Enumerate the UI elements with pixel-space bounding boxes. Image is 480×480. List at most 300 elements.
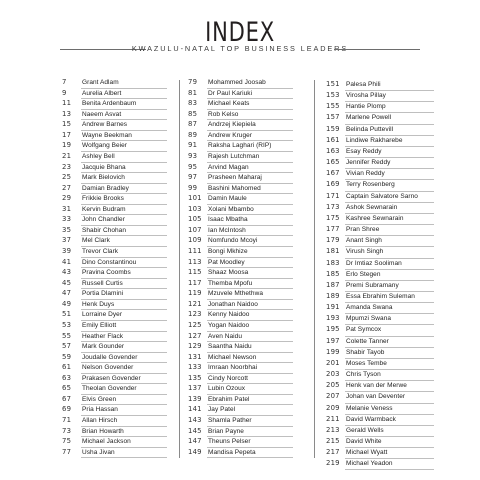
index-entry bbox=[62, 321, 167, 332]
page-number: 47 bbox=[62, 289, 72, 298]
index-entry bbox=[326, 415, 434, 426]
index-entry bbox=[62, 374, 167, 385]
index-entry bbox=[188, 131, 293, 142]
index-entry bbox=[326, 203, 434, 214]
index-entry bbox=[62, 120, 167, 131]
page-number: 33 bbox=[62, 215, 72, 224]
person-name: Mark Gounder bbox=[82, 343, 125, 351]
index-entry bbox=[188, 332, 293, 343]
page-number: 191 bbox=[326, 303, 340, 312]
page-number: 209 bbox=[326, 403, 340, 412]
person-name: Pat Symcox bbox=[346, 326, 382, 334]
person-name: Andrew Kruger bbox=[208, 131, 253, 139]
index-column-1 bbox=[62, 78, 167, 458]
person-name: Palesa Phili bbox=[346, 81, 381, 88]
index-entry bbox=[62, 405, 167, 416]
column-divider bbox=[179, 80, 180, 458]
person-name: Theuns Pelser bbox=[208, 438, 251, 446]
index-entry bbox=[326, 147, 434, 158]
person-name: Belinda Puttevill bbox=[346, 125, 394, 133]
person-name: Raksha Laghari (RIP) bbox=[208, 142, 272, 150]
index-entry bbox=[62, 342, 167, 353]
index-entry bbox=[188, 78, 293, 89]
index-entry bbox=[188, 141, 293, 152]
index-entry bbox=[62, 268, 167, 279]
page-number: 93 bbox=[188, 151, 198, 160]
page-number: 99 bbox=[188, 183, 198, 192]
person-name: Allan Hirsch bbox=[82, 417, 118, 424]
person-name: Mel Clark bbox=[82, 237, 110, 245]
page-number: 143 bbox=[188, 416, 202, 424]
page-number: 189 bbox=[326, 291, 340, 300]
person-name: Prakasen Govender bbox=[82, 374, 141, 382]
page-number: 163 bbox=[326, 146, 340, 155]
person-name: Kenny Naidoo bbox=[208, 311, 250, 319]
page-number: 49 bbox=[62, 299, 72, 308]
page-number: 127 bbox=[188, 331, 202, 340]
person-name: Prasheen Maharaj bbox=[208, 174, 262, 182]
person-name: Kervin Budram bbox=[82, 205, 126, 213]
person-name: Imraan Noorbhai bbox=[208, 364, 258, 372]
index-entry bbox=[62, 184, 167, 195]
person-name: Shaaz Moosa bbox=[208, 269, 249, 277]
page-number: 79 bbox=[188, 78, 198, 86]
index-entry bbox=[188, 268, 293, 279]
person-name: Jonathan Naidoo bbox=[208, 300, 258, 308]
index-entry bbox=[188, 247, 293, 258]
page-number: 51 bbox=[62, 310, 72, 319]
index-entry bbox=[62, 300, 167, 311]
page-number: 83 bbox=[188, 99, 198, 108]
page-number: 193 bbox=[326, 314, 340, 323]
person-name: Nelson Govender bbox=[82, 364, 134, 372]
page-number: 199 bbox=[326, 347, 340, 356]
page-number: 57 bbox=[62, 342, 72, 351]
index-entry bbox=[188, 310, 293, 321]
page-number: 175 bbox=[326, 213, 340, 222]
index-entry bbox=[326, 381, 434, 392]
person-name: Saantha Naidu bbox=[208, 343, 252, 351]
person-name: Marlene Powell bbox=[346, 114, 392, 122]
page-number: 111 bbox=[188, 247, 202, 255]
person-name: Jay Patel bbox=[208, 406, 236, 414]
index-entry bbox=[62, 384, 167, 395]
page-number: 179 bbox=[326, 236, 340, 245]
index-entry bbox=[326, 236, 434, 247]
page-number: 207 bbox=[326, 392, 340, 401]
page-number: 197 bbox=[326, 336, 340, 345]
person-name: Johan van Deventer bbox=[346, 393, 406, 401]
person-name: Pria Hassan bbox=[82, 406, 118, 414]
index-entry bbox=[326, 404, 434, 415]
person-name: Rajesh Lutchman bbox=[208, 152, 260, 160]
page-number: 215 bbox=[326, 437, 340, 445]
person-name: Bongi Mkhize bbox=[208, 248, 248, 255]
index-entry bbox=[326, 169, 434, 180]
index-entry bbox=[326, 225, 434, 236]
person-name: Wolfgang Beier bbox=[82, 142, 128, 150]
index-entry bbox=[188, 384, 293, 395]
index-entry bbox=[62, 437, 167, 448]
person-name: Ian McIntosh bbox=[208, 226, 246, 234]
person-name: Amanda Swana bbox=[346, 304, 393, 312]
person-name: Yogan Naidoo bbox=[208, 321, 250, 329]
page-number: 23 bbox=[62, 162, 72, 171]
index-entry bbox=[62, 427, 167, 438]
person-name: Kashree Sewnarain bbox=[346, 214, 404, 222]
person-name: Themba Mpofu bbox=[208, 279, 253, 287]
person-name: Pravina Coombs bbox=[82, 269, 131, 277]
index-entry bbox=[62, 448, 167, 459]
person-name: Moses Tembe bbox=[346, 359, 387, 367]
page-number: 13 bbox=[62, 109, 72, 118]
index-entry bbox=[326, 136, 434, 147]
index-entry bbox=[326, 359, 434, 370]
person-name: Ebrahim Patel bbox=[208, 395, 250, 403]
person-name: Lorraine Dyer bbox=[82, 311, 123, 319]
page-number: 53 bbox=[62, 320, 72, 329]
person-name: Jennifer Reddy bbox=[346, 159, 391, 167]
person-name: Vivian Reddy bbox=[346, 170, 385, 178]
page-number: 133 bbox=[188, 363, 202, 372]
person-name: Xolani Mbambo bbox=[208, 205, 254, 213]
person-name: Lindiwe Rakharebe bbox=[346, 136, 403, 144]
page-number: 75 bbox=[62, 437, 72, 446]
entry-underline bbox=[81, 457, 167, 458]
index-entry bbox=[62, 205, 167, 216]
person-name: Isaac Mbatha bbox=[208, 216, 248, 224]
index-entry bbox=[188, 236, 293, 247]
person-name: Ashley Bell bbox=[82, 152, 115, 160]
person-name: Virosha Pillay bbox=[346, 92, 386, 100]
index-entry bbox=[326, 281, 434, 292]
person-name: Anant Singh bbox=[346, 237, 382, 245]
person-name: Grant Adlam bbox=[82, 79, 119, 86]
index-entry bbox=[62, 141, 167, 152]
index-entry bbox=[326, 426, 434, 437]
index-entry bbox=[326, 292, 434, 303]
index-entry bbox=[62, 236, 167, 247]
index-entry bbox=[188, 353, 293, 364]
person-name: Brian Payne bbox=[208, 427, 244, 435]
index-entry bbox=[326, 180, 434, 191]
person-name: Bashini Mahomed bbox=[208, 184, 261, 192]
person-name: David White bbox=[346, 438, 382, 445]
person-name: Virush Singh bbox=[346, 248, 384, 256]
page-number: 31 bbox=[62, 204, 72, 213]
index-entry bbox=[62, 310, 167, 321]
index-entry bbox=[62, 78, 167, 89]
page-title: INDEX bbox=[205, 17, 275, 48]
person-name: Shabir Chohan bbox=[82, 226, 127, 234]
index-entry bbox=[62, 289, 167, 300]
person-name: Mpumzi Swana bbox=[346, 315, 392, 323]
person-name: Frikkie Brooks bbox=[82, 195, 124, 203]
person-name: Naeem Asvat bbox=[82, 110, 122, 118]
person-name: Emily Elliott bbox=[82, 321, 117, 329]
person-name: Nomfundo Mcoyi bbox=[208, 237, 258, 245]
person-name: Mandisa Pepeta bbox=[208, 448, 256, 456]
person-name: Wayne Beekman bbox=[82, 131, 132, 139]
person-name: Michael Jackson bbox=[82, 438, 131, 446]
index-entry bbox=[62, 89, 167, 100]
index-entry bbox=[188, 300, 293, 311]
entry-underline bbox=[345, 469, 434, 470]
index-entry bbox=[62, 194, 167, 205]
page-number: 65 bbox=[62, 384, 72, 393]
index-entry bbox=[188, 279, 293, 290]
index-entry bbox=[188, 416, 293, 427]
page-number: 131 bbox=[188, 352, 202, 361]
person-name: Gerald Wells bbox=[346, 426, 384, 434]
page-number: 101 bbox=[188, 194, 202, 203]
index-entry bbox=[188, 395, 293, 406]
index-entry bbox=[188, 448, 293, 459]
person-name: Dr Imtiaz Sooliman bbox=[346, 259, 402, 267]
page-number: 149 bbox=[188, 447, 202, 456]
index-entry bbox=[326, 325, 434, 336]
person-name: Dino Constantinou bbox=[82, 258, 137, 266]
page-number: 11 bbox=[62, 99, 72, 108]
index-entry bbox=[326, 259, 434, 270]
page-number: 107 bbox=[188, 225, 202, 234]
index-entry bbox=[326, 337, 434, 348]
index-entry bbox=[62, 363, 167, 374]
person-name: Michael Keats bbox=[208, 100, 250, 108]
page-number: 203 bbox=[326, 370, 340, 379]
page-number: 63 bbox=[62, 373, 72, 382]
page-number: 87 bbox=[188, 120, 198, 129]
index-entry bbox=[62, 173, 167, 184]
person-name: Arvind Magan bbox=[208, 163, 249, 171]
page-number: 45 bbox=[62, 278, 72, 287]
page-number: 19 bbox=[62, 141, 72, 150]
person-name: Melanie Veness bbox=[346, 404, 393, 412]
page-number: 159 bbox=[326, 124, 340, 133]
index-entry bbox=[326, 270, 434, 281]
page-number: 139 bbox=[188, 394, 202, 403]
index-entry bbox=[62, 279, 167, 290]
page-number: 137 bbox=[188, 384, 202, 393]
person-name: Theolan Govender bbox=[82, 385, 137, 393]
page-number: 181 bbox=[326, 247, 340, 256]
page-subtitle: KWAZULU-NATAL TOP BUSINESS LEADERS bbox=[131, 44, 349, 53]
index-entry bbox=[62, 110, 167, 121]
person-name: Usha Jivan bbox=[82, 448, 115, 456]
page-number: 177 bbox=[326, 225, 340, 234]
index-entry bbox=[62, 99, 167, 110]
person-name: Terry Rosenberg bbox=[346, 181, 395, 189]
page-number: 201 bbox=[326, 358, 340, 367]
page-number: 123 bbox=[188, 310, 202, 319]
page-number: 119 bbox=[188, 289, 202, 298]
index-entry bbox=[188, 321, 293, 332]
page-number: 59 bbox=[62, 352, 72, 361]
page-number: 29 bbox=[62, 194, 72, 203]
page-number: 185 bbox=[326, 269, 340, 278]
index-entry bbox=[188, 289, 293, 300]
index-entry bbox=[326, 314, 434, 325]
page-number: 85 bbox=[188, 109, 198, 118]
person-name: Pat Moodley bbox=[208, 258, 245, 266]
person-name: Jacquie Bhana bbox=[82, 163, 126, 171]
index-entry bbox=[188, 163, 293, 174]
index-entry bbox=[188, 152, 293, 163]
person-name: Elvis Green bbox=[82, 395, 117, 403]
page-number: 157 bbox=[326, 113, 340, 122]
page-number: 9 bbox=[62, 88, 67, 97]
page-number: 105 bbox=[188, 215, 202, 224]
page-number: 17 bbox=[62, 130, 72, 139]
person-name: Michael Newson bbox=[208, 353, 257, 361]
person-name: Michael Wyatt bbox=[346, 449, 388, 457]
page-number: 195 bbox=[326, 325, 340, 334]
page-number: 61 bbox=[62, 363, 72, 372]
person-name: Mohammed Joosab bbox=[208, 79, 266, 86]
person-name: Colette Tanner bbox=[346, 337, 389, 345]
index-entry bbox=[188, 120, 293, 131]
person-name: Aven Naidu bbox=[208, 332, 242, 340]
person-name: Erlo Stegen bbox=[346, 270, 381, 278]
index-entry bbox=[62, 332, 167, 343]
page-number: 73 bbox=[62, 426, 72, 435]
page-number: 103 bbox=[188, 204, 202, 213]
index-entry bbox=[188, 258, 293, 269]
page-number: 147 bbox=[188, 437, 202, 446]
index-entry bbox=[326, 91, 434, 102]
person-name: Lubin Ozoux bbox=[208, 385, 246, 393]
index-entry bbox=[326, 102, 434, 113]
page-number: 135 bbox=[188, 373, 202, 382]
person-name: Portia Dlamini bbox=[82, 290, 124, 298]
index-entry bbox=[62, 395, 167, 406]
person-name: Cindy Norcott bbox=[208, 374, 249, 382]
person-name: Esay Reddy bbox=[346, 147, 382, 155]
index-entry bbox=[62, 226, 167, 237]
index-entry bbox=[188, 99, 293, 110]
page-number: 91 bbox=[188, 141, 198, 150]
page-number: 69 bbox=[62, 405, 72, 414]
index-entry bbox=[326, 459, 434, 470]
index-entry bbox=[188, 437, 293, 448]
person-name: Trevor Clark bbox=[82, 248, 119, 255]
page-number: 25 bbox=[62, 173, 72, 182]
index-entry bbox=[188, 205, 293, 216]
index-entry bbox=[326, 113, 434, 124]
page-number: 165 bbox=[326, 158, 340, 167]
person-name: Joudalle Govender bbox=[82, 353, 138, 361]
index-entry bbox=[326, 303, 434, 314]
page-number: 219 bbox=[326, 459, 340, 468]
page-number: 183 bbox=[326, 258, 340, 267]
person-name: Pran Shree bbox=[346, 226, 380, 234]
person-name: Mzuvele Mthethwa bbox=[208, 290, 263, 298]
page-number: 125 bbox=[188, 320, 202, 329]
page-number: 155 bbox=[326, 102, 340, 111]
page-number: 141 bbox=[188, 405, 202, 414]
index-entry bbox=[326, 247, 434, 258]
person-name: Andrew Barnes bbox=[82, 121, 128, 129]
page-number: 205 bbox=[326, 381, 340, 390]
index-entry bbox=[188, 89, 293, 100]
person-name: Heather Flack bbox=[82, 332, 124, 340]
page-number: 95 bbox=[188, 162, 198, 171]
person-name: Michael Yeadon bbox=[346, 460, 393, 468]
person-name: David Warmback bbox=[346, 415, 396, 423]
index-entry bbox=[188, 226, 293, 237]
index-entry bbox=[62, 258, 167, 269]
person-name: Aurelia Albert bbox=[82, 89, 122, 97]
page-number: 7 bbox=[62, 78, 67, 86]
index-entry bbox=[188, 194, 293, 205]
index-column-3 bbox=[326, 80, 434, 470]
person-name: Mark Bielovich bbox=[82, 174, 125, 182]
page-number: 109 bbox=[188, 236, 202, 245]
index-entry bbox=[326, 437, 434, 448]
index-entry bbox=[326, 192, 434, 203]
index-entry bbox=[188, 173, 293, 184]
person-name: Shamla Pather bbox=[208, 417, 252, 424]
page-number: 115 bbox=[188, 268, 202, 277]
person-name: Brian Howarth bbox=[82, 427, 124, 435]
page-number: 97 bbox=[188, 173, 198, 182]
person-name: Shabir Tayob bbox=[346, 348, 385, 356]
page-number: 21 bbox=[62, 151, 72, 160]
index-entry bbox=[188, 363, 293, 374]
page-number: 113 bbox=[188, 257, 202, 266]
person-name: Ashok Sewnarain bbox=[346, 203, 398, 211]
index-entry bbox=[188, 427, 293, 438]
page-number: 117 bbox=[188, 278, 202, 287]
person-name: Dr Paul Kariuki bbox=[208, 89, 253, 97]
person-name: Chris Tyson bbox=[346, 371, 381, 379]
page-number: 37 bbox=[62, 236, 72, 245]
page-number: 145 bbox=[188, 426, 202, 435]
index-entry bbox=[326, 370, 434, 381]
person-name: Premi Subramany bbox=[346, 281, 399, 289]
index-entry bbox=[188, 215, 293, 226]
page-number: 43 bbox=[62, 268, 72, 277]
page-number: 77 bbox=[62, 447, 72, 456]
person-name: Hantie Plomp bbox=[346, 103, 386, 111]
index-entry bbox=[188, 110, 293, 121]
page-number: 167 bbox=[326, 169, 340, 178]
index-entry bbox=[326, 448, 434, 459]
page-number: 41 bbox=[62, 257, 72, 266]
person-name: Andrzej Kiepiela bbox=[208, 121, 256, 129]
person-name: Essa Ebrahim Suleman bbox=[346, 292, 415, 300]
person-name: Captain Salvatore Sarno bbox=[346, 192, 418, 200]
person-name: Henk van der Merwe bbox=[346, 382, 407, 390]
page-number: 151 bbox=[326, 80, 340, 88]
page-number: 27 bbox=[62, 183, 72, 192]
page-number: 187 bbox=[326, 280, 340, 289]
page-number: 173 bbox=[326, 202, 340, 211]
index-entry bbox=[62, 152, 167, 163]
page-number: 153 bbox=[326, 91, 340, 100]
index-entry bbox=[62, 416, 167, 427]
index-entry bbox=[326, 214, 434, 225]
index-entry bbox=[326, 392, 434, 403]
page-number: 217 bbox=[326, 448, 340, 457]
index-entry bbox=[326, 125, 434, 136]
index-entry bbox=[62, 131, 167, 142]
entry-underline bbox=[207, 457, 293, 458]
page-number: 81 bbox=[188, 88, 198, 97]
index-entry bbox=[62, 215, 167, 226]
index-entry bbox=[326, 348, 434, 359]
index-entry bbox=[62, 353, 167, 364]
